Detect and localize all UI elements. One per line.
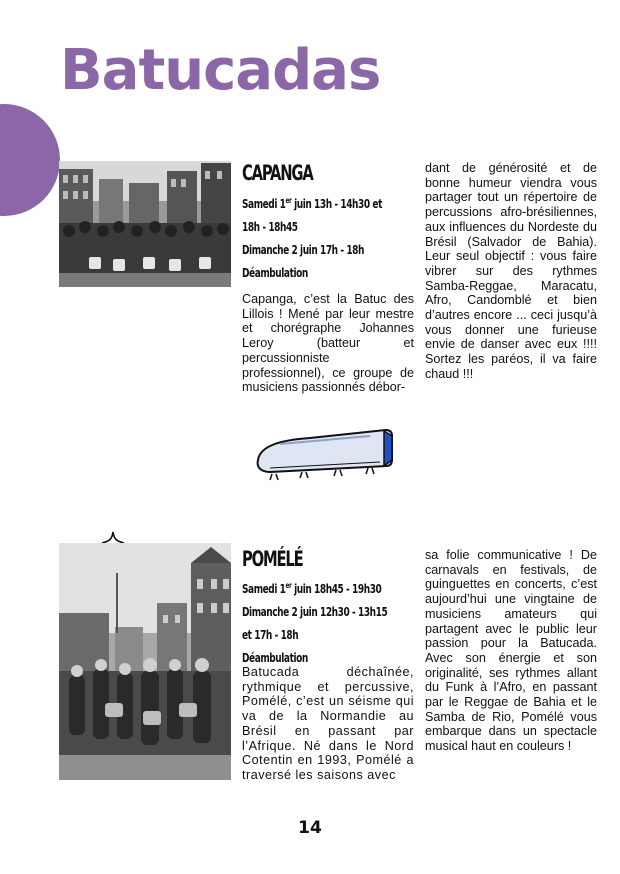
section-name-pomele: POMÉLÉ [242, 547, 303, 571]
train-drawing-icon [250, 424, 400, 494]
description-capanga-right: dant de générosité et de bonne humeur viendra vous partager tout un répertoire de percussions afro-brésiliennes, aux influences du Nordeste du Brésil (Salvador de Bahia). Leur seul objectif : vous faire vibrer sur des rythmes Samba-Reggae, Maracatu, Afro, Candomblé et bien d’autres encore ... ceci jusqu’à vous donner une furieuse envie de danser avec eux !!!! Sortez les paréos, il va faire chaud !!! [425, 161, 597, 381]
schedule-line: Dimanche 2 juin 17h - 18h [242, 242, 364, 257]
purple-circle-decoration [0, 104, 60, 216]
schedule-capanga [242, 189, 408, 284]
schedule-line: 18h - 18h45 [242, 219, 298, 234]
description-pomele-left: Batucada déchaînée, rythmique et percussive, Pomélé, c’est un séisme qui va de la Normandie au Brésil en passant par l’Afrique. Né dans le Nord Cotentin en 1993, Pomélé a traversé les saisons avec [242, 665, 414, 782]
schedule-line: Samedi 1er juin 18h45 - 19h30 [242, 581, 382, 596]
pomele-photo [59, 543, 231, 780]
capanga-photo [59, 161, 231, 287]
description-pomele-right: sa folie communicative ! De carnavals en festivals, de guinguettes en concerts, c’est aujourd’hui une vingtaine de musiciens amateurs qui partagent avec le public leur passion pour la Batucada. Avec son énergie et son originalité, ses rythmes allant du Funk à l’Afro, en passant par le Reggae de Bahia et le Samba de Rio, Pomélé vous embarque dans un spectacle musical haut en couleurs ! [425, 548, 597, 754]
description-capanga-left: Capanga, c’est la Batuc des Lillois ! Mené par leur mestre et chorégraphe Johannes Leroy (batteur et percussionniste professionnel), ce groupe de musiciens passionnés débor- [242, 292, 414, 395]
section-name-capanga: CAPANGA [242, 161, 313, 185]
schedule-line: Dimanche 2 juin 12h30 - 13h15 [242, 604, 388, 619]
schedule-line: Déambulation [242, 265, 308, 280]
schedule-line: Samedi 1er juin 13h - 14h30 et [242, 196, 382, 211]
schedule-pomele [242, 574, 408, 669]
schedule-line: et 17h - 18h [242, 627, 299, 642]
page-number: 14 [298, 818, 322, 838]
schedule-line: Déambulation [242, 650, 308, 665]
page-title: Batucadas [60, 38, 381, 103]
